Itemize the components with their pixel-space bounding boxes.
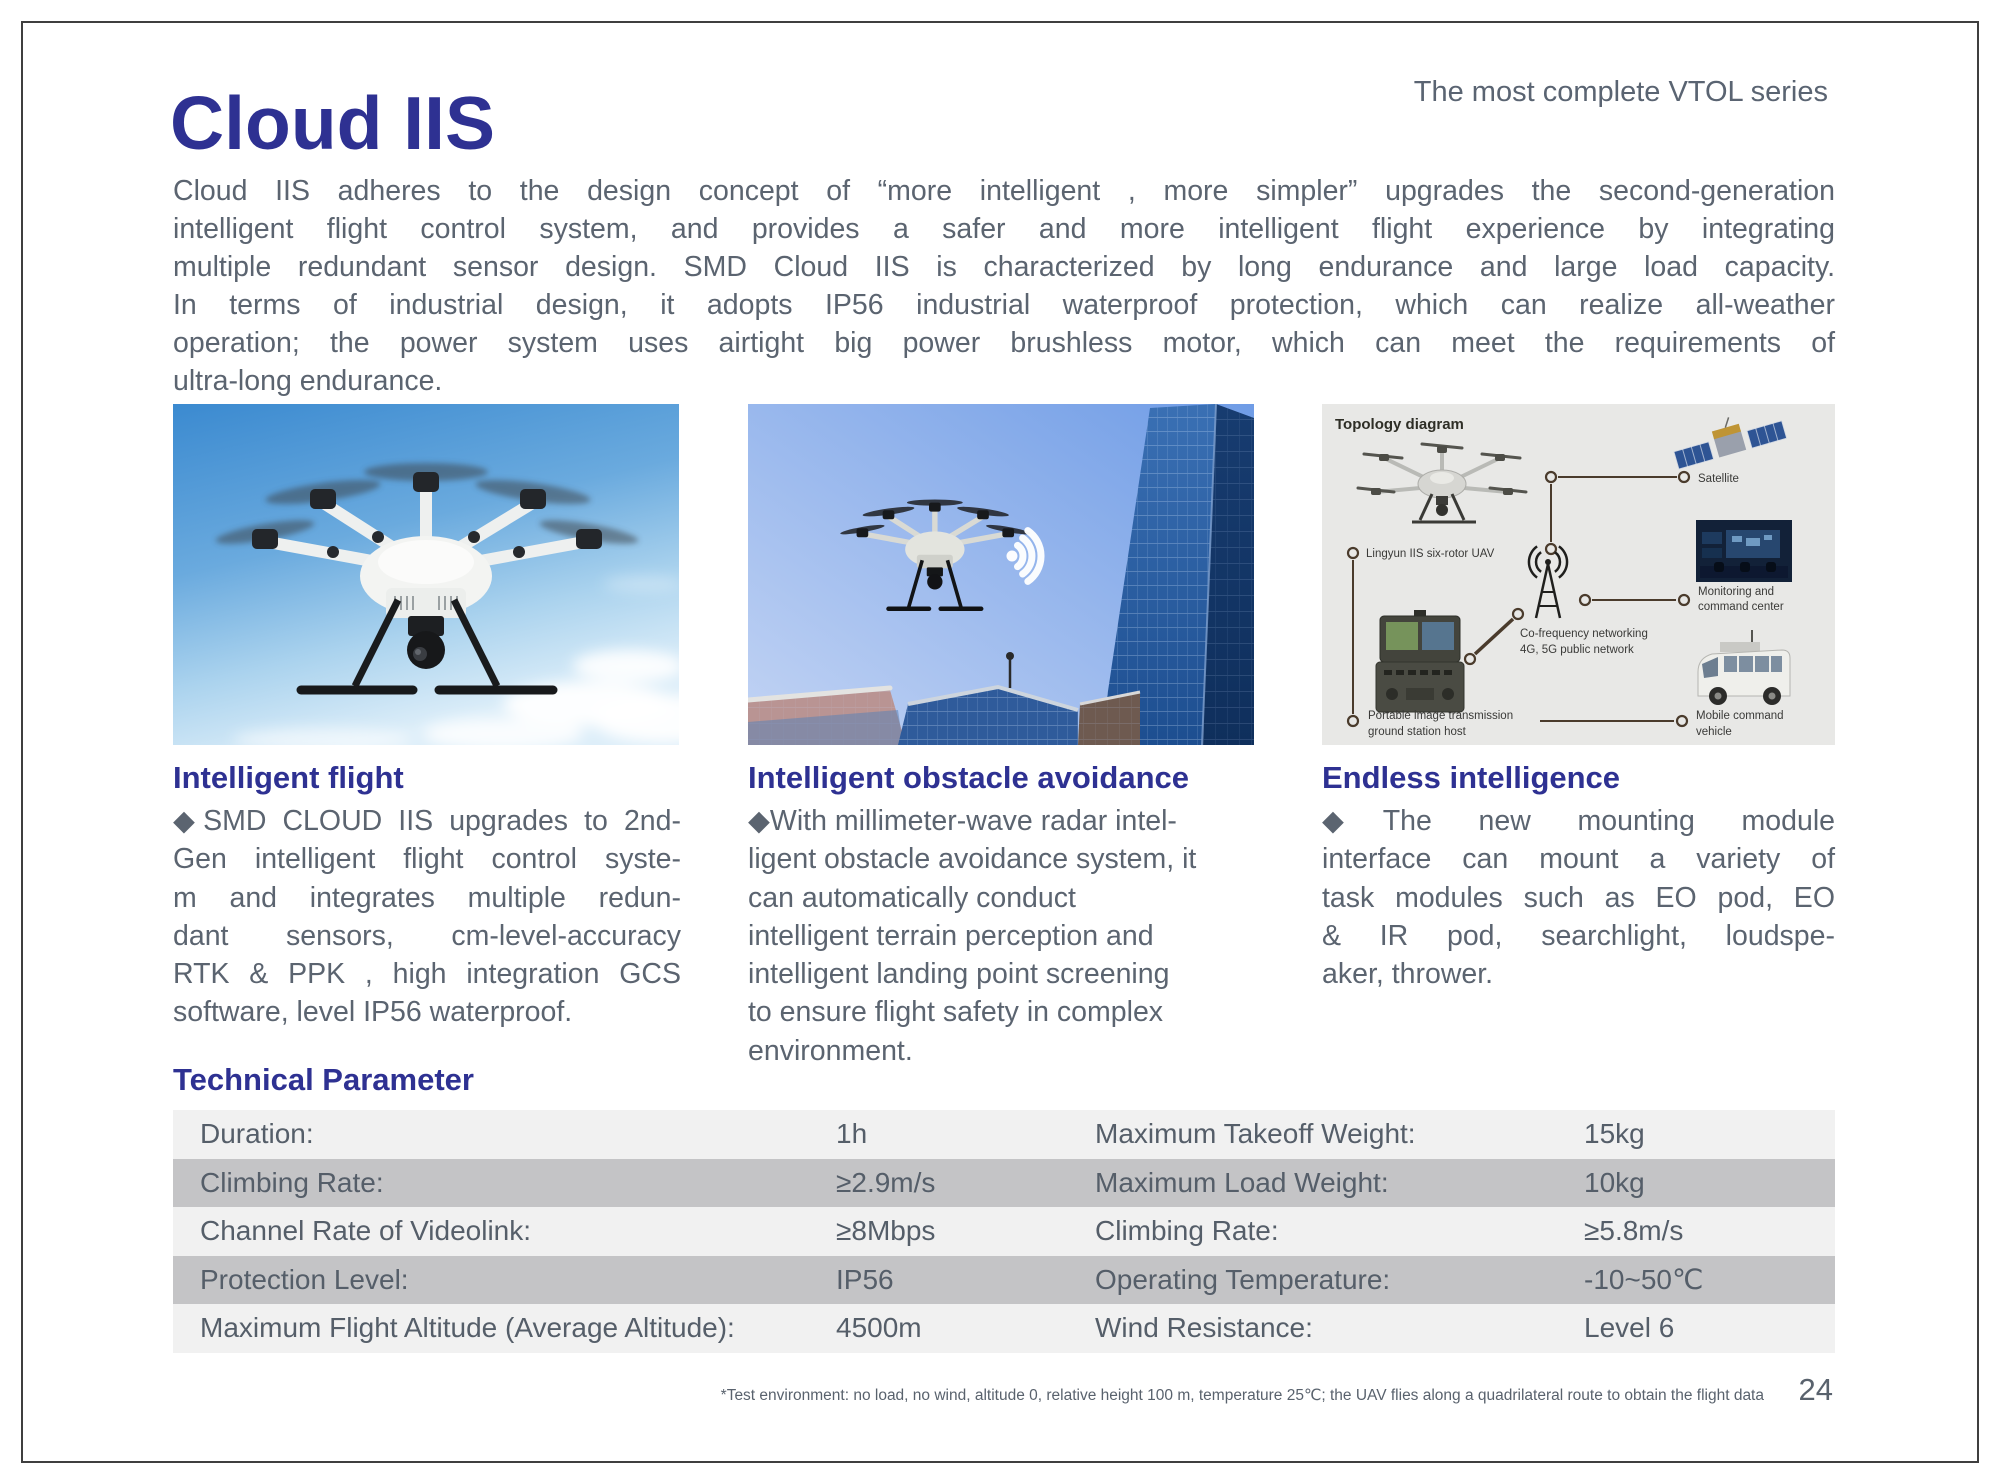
series-tagline: The most complete VTOL series (1413, 76, 1828, 108)
topology-illustration (1322, 404, 1835, 745)
spec-row (173, 1304, 1835, 1353)
spec-table (173, 1110, 1835, 1353)
monitoring-label-1: Monitoring and (1698, 586, 1775, 598)
spec-label: Climbing Rate: (1095, 1215, 1279, 1247)
spec-value: Level 6 (1584, 1312, 1675, 1344)
page-title: Cloud IIS (170, 81, 495, 165)
ground-station-glyph (1376, 610, 1464, 712)
spec-label: Maximum Load Weight: (1095, 1166, 1389, 1198)
spec-label: Protection Level: (200, 1263, 409, 1295)
spec-label: Operating Temperature: (1095, 1263, 1391, 1295)
spec-value: 1h (836, 1118, 868, 1150)
spec-label: Duration: (200, 1118, 314, 1150)
drone-sky-illustration (173, 404, 679, 745)
vehicle-label-1: Mobile command (1696, 710, 1784, 722)
satellite-label: Satellite (1698, 473, 1739, 485)
spec-row (173, 1207, 1835, 1256)
signal-dot (1007, 551, 1018, 562)
spec-label: Climbing Rate: (200, 1166, 384, 1198)
spec-value: 4500m (836, 1312, 922, 1344)
intro-paragraph: Cloud IIS adheres to the design concept of “more intelligent , more simpler” upgrades the second-generation intelligent flight control system, and provides a safer and more intelligent flight experience by integrating multiple redundant sensor design. SMD Cloud IIS is characterized by long endurance and large load capacity. In terms of industrial design, it adopts IP56 industrial waterproof protection, which can realize all-weather operation; the power system uses airtight big power brushless motor, which can meet the requirements of ultra-long endurance. (173, 175, 1835, 397)
spec-value: ≥8Mbps (836, 1215, 936, 1247)
topology-diagram (1322, 404, 1835, 745)
monitoring-center-glyph (1696, 520, 1792, 582)
ground-station-label-1: Portable image transmission (1368, 710, 1514, 722)
photo-drone-sky (173, 404, 679, 745)
test-environment-footnote: *Test environment: no load, no wind, altitude 0, relative height 100 m, temperature 25℃; the UAV flies along a quadrilateral route to obtain the flight data (720, 1387, 1764, 1404)
feature-body-intelligent-flight: ◆SMD CLOUD IIS upgrades to 2nd- Gen intelligent flight control syste- m and integrates multiple redun- dant sensors, cm-level-accuracy RTK & PPK , high integration GCS software, level IP56 waterproof. (173, 805, 681, 1029)
spec-label: Channel Rate of Videolink: (200, 1215, 532, 1247)
tech-parameter-heading: Technical Parameter (173, 1062, 474, 1097)
monitoring-label-2: command center (1698, 601, 1784, 613)
spec-row (173, 1159, 1835, 1208)
spec-value: 10kg (1584, 1166, 1645, 1198)
spec-value: IP56 (836, 1263, 894, 1295)
network-label-2: 4G, 5G public network (1520, 644, 1634, 656)
photo-drone-city (748, 404, 1254, 745)
spec-label: Maximum Takeoff Weight: (1095, 1118, 1416, 1150)
spec-value: -10~50℃ (1584, 1264, 1704, 1296)
page-number: 24 (1798, 1372, 1833, 1407)
spec-value: ≥5.8m/s (1584, 1215, 1684, 1247)
spec-value: 15kg (1584, 1118, 1645, 1150)
spec-label: Wind Resistance: (1095, 1312, 1313, 1344)
drone-city-illustration (748, 404, 1254, 745)
spec-value: ≥2.9m/s (836, 1166, 936, 1198)
uav-label: Lingyun IIS six-rotor UAV (1366, 548, 1495, 560)
ground-station-label-2: ground station host (1368, 726, 1466, 738)
topology-title: Topology diagram (1335, 416, 1464, 433)
spec-row (173, 1110, 1835, 1159)
feature-body-endless-intelligence: ◆The new mounting module interface can mount a variety of task modules such as EO pod, EO & IR pod, searchlight, loudspe- aker, thrower. (1322, 805, 1835, 991)
spec-row (173, 1256, 1835, 1305)
network-label-1: Co-frequency networking (1520, 628, 1648, 640)
vehicle-label-2: vehicle (1696, 726, 1732, 738)
feature-heading-intelligent-flight: Intelligent flight (173, 760, 404, 795)
feature-heading-endless-intelligence: Endless intelligence (1322, 760, 1621, 795)
feature-body-obstacle-avoidance: ◆With millimeter-wave radar intel- ligent obstacle avoidance system, it can automatically conduct intelligent terrain perception and intelligent landing point screening to ensure flight safety in complex environment. (748, 805, 1197, 1067)
spec-label: Maximum Flight Altitude (Average Altitude): (200, 1312, 735, 1344)
feature-heading-obstacle-avoidance: Intelligent obstacle avoidance (748, 760, 1190, 795)
